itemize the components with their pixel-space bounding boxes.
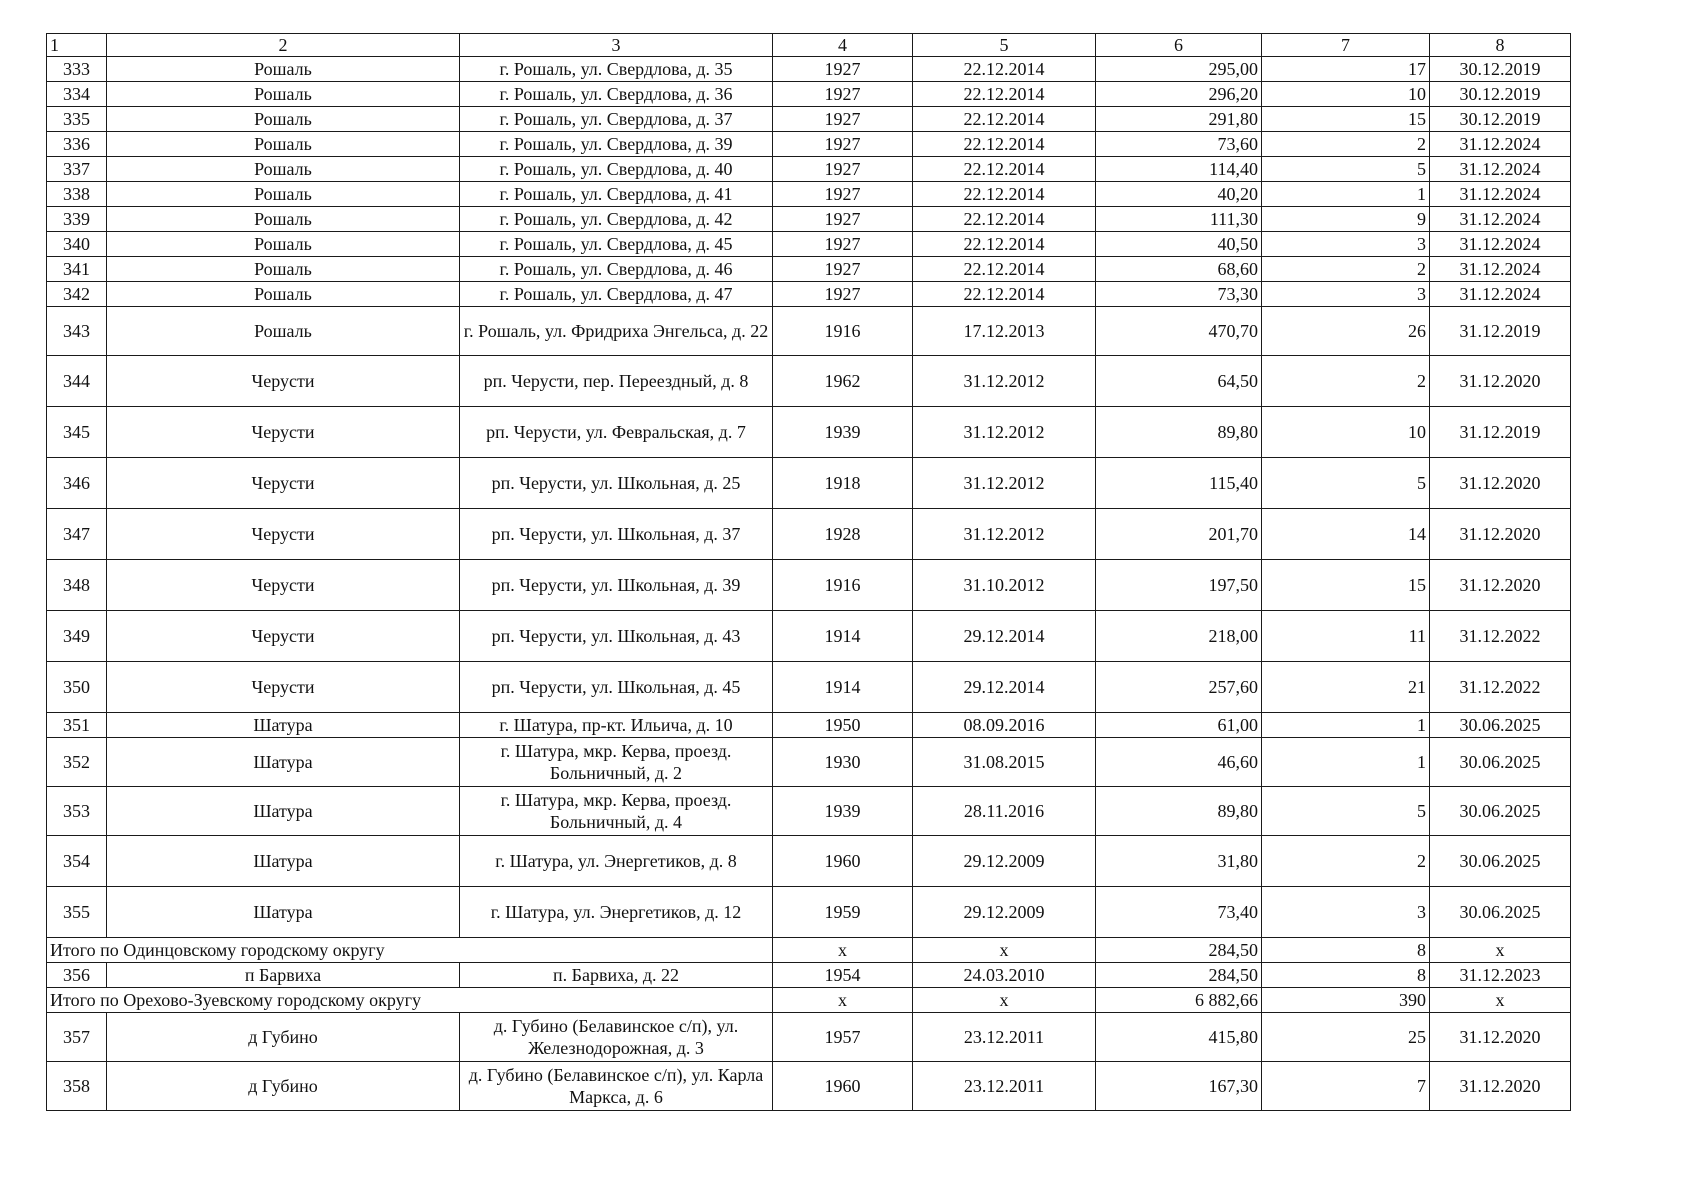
address-cell: г. Рошаль, ул. Свердлова, д. 36 — [460, 82, 773, 107]
recognition-date-cell: 31.10.2012 — [913, 560, 1096, 611]
area-cell: 31,80 — [1096, 836, 1262, 887]
table-row — [47, 356, 1571, 407]
locality-cell: Шатура — [107, 787, 460, 836]
address-cell: г. Рошаль, ул. Свердлова, д. 40 — [460, 157, 773, 182]
column-number: 5 — [913, 34, 1096, 57]
recognition-date-cell: 23.12.2011 — [913, 1062, 1096, 1111]
table-row — [47, 107, 1571, 132]
build-year-cell: 1927 — [773, 82, 913, 107]
residents-cell: 2 — [1262, 836, 1430, 887]
residents-cell: 2 — [1262, 257, 1430, 282]
residents-cell: 1 — [1262, 182, 1430, 207]
area-cell: 115,40 — [1096, 458, 1262, 509]
build-year-cell: 1918 — [773, 458, 913, 509]
table-row — [47, 713, 1571, 738]
table-row — [47, 132, 1571, 157]
locality-cell: Шатура — [107, 887, 460, 938]
build-year-cell: 1916 — [773, 307, 913, 356]
locality-cell: Рошаль — [107, 282, 460, 307]
table-row — [47, 82, 1571, 107]
row-number: 345 — [47, 407, 107, 458]
area-cell: 61,00 — [1096, 713, 1262, 738]
address-cell: г. Рошаль, ул. Свердлова, д. 35 — [460, 57, 773, 82]
recognition-date-cell: 17.12.2013 — [913, 307, 1096, 356]
build-year-cell: 1930 — [773, 738, 913, 787]
locality-cell: Рошаль — [107, 57, 460, 82]
table-row — [47, 458, 1571, 509]
build-year-cell: 1962 — [773, 356, 913, 407]
row-number: 336 — [47, 132, 107, 157]
column-number: 4 — [773, 34, 913, 57]
build-year-cell: 1914 — [773, 662, 913, 713]
area-cell: 89,80 — [1096, 407, 1262, 458]
deadline-cell: 31.12.2023 — [1430, 963, 1571, 988]
table-row — [47, 407, 1571, 458]
build-year-cell: 1916 — [773, 560, 913, 611]
column-number: 1 — [47, 34, 107, 57]
deadline-cell: 31.12.2024 — [1430, 282, 1571, 307]
recognition-date-cell: 29.12.2009 — [913, 887, 1096, 938]
subtotal-area: 6 882,66 — [1096, 988, 1262, 1013]
row-number: 349 — [47, 611, 107, 662]
row-number: 352 — [47, 738, 107, 787]
locality-cell: Черусти — [107, 458, 460, 509]
deadline-cell: 30.06.2025 — [1430, 787, 1571, 836]
residents-cell: 10 — [1262, 407, 1430, 458]
locality-cell: Рошаль — [107, 182, 460, 207]
subtotal-residents: 8 — [1262, 938, 1430, 963]
recognition-date-cell: 22.12.2014 — [913, 282, 1096, 307]
address-cell: д. Губино (Белавинское с/п), ул. Карла Маркса, д. 6 — [460, 1062, 773, 1111]
locality-cell: Рошаль — [107, 107, 460, 132]
deadline-cell: 31.12.2024 — [1430, 157, 1571, 182]
area-cell: 40,20 — [1096, 182, 1262, 207]
subtotal-area: 284,50 — [1096, 938, 1262, 963]
table-row — [47, 1013, 1571, 1062]
address-cell: д. Губино (Белавинское с/п), ул. Железнодорожная, д. 3 — [460, 1013, 773, 1062]
deadline-cell: 31.12.2022 — [1430, 662, 1571, 713]
residents-cell: 5 — [1262, 787, 1430, 836]
locality-cell: Рошаль — [107, 82, 460, 107]
deadline-cell: 30.06.2025 — [1430, 713, 1571, 738]
recognition-date-cell: 22.12.2014 — [913, 57, 1096, 82]
column-number: 7 — [1262, 34, 1430, 57]
address-cell: г. Рошаль, ул. Свердлова, д. 39 — [460, 132, 773, 157]
build-year-cell: 1957 — [773, 1013, 913, 1062]
locality-cell: д Губино — [107, 1062, 460, 1111]
area-cell: 218,00 — [1096, 611, 1262, 662]
area-cell: 291,80 — [1096, 107, 1262, 132]
residents-cell: 3 — [1262, 232, 1430, 257]
build-year-cell: 1950 — [773, 713, 913, 738]
row-number: 356 — [47, 963, 107, 988]
row-number: 355 — [47, 887, 107, 938]
recognition-date-cell: 22.12.2014 — [913, 207, 1096, 232]
column-number-row — [47, 34, 1571, 57]
deadline-cell: 30.12.2019 — [1430, 82, 1571, 107]
area-cell: 111,30 — [1096, 207, 1262, 232]
residents-cell: 11 — [1262, 611, 1430, 662]
row-number: 337 — [47, 157, 107, 182]
residents-cell: 17 — [1262, 57, 1430, 82]
address-cell: г. Рошаль, ул. Свердлова, д. 46 — [460, 257, 773, 282]
locality-cell: Рошаль — [107, 307, 460, 356]
residents-cell: 26 — [1262, 307, 1430, 356]
build-year-cell: 1939 — [773, 787, 913, 836]
address-cell: г. Рошаль, ул. Свердлова, д. 45 — [460, 232, 773, 257]
area-cell: 73,40 — [1096, 887, 1262, 938]
area-cell: 73,30 — [1096, 282, 1262, 307]
locality-cell: п Барвиха — [107, 963, 460, 988]
table-row — [47, 157, 1571, 182]
address-cell: рп. Черусти, ул. Школьная, д. 37 — [460, 509, 773, 560]
address-cell: г. Рошаль, ул. Фридриха Энгельса, д. 22 — [460, 307, 773, 356]
table-row — [47, 182, 1571, 207]
area-cell: 201,70 — [1096, 509, 1262, 560]
build-year-cell: 1927 — [773, 182, 913, 207]
recognition-date-cell: 29.12.2014 — [913, 662, 1096, 713]
deadline-cell: 31.12.2020 — [1430, 1013, 1571, 1062]
table-row — [47, 257, 1571, 282]
residents-cell: 3 — [1262, 887, 1430, 938]
row-number: 340 — [47, 232, 107, 257]
address-cell: рп. Черусти, ул. Школьная, д. 45 — [460, 662, 773, 713]
deadline-cell: 30.12.2019 — [1430, 107, 1571, 132]
subtotal-row — [47, 938, 1571, 963]
locality-cell: Рошаль — [107, 157, 460, 182]
table-row — [47, 509, 1571, 560]
build-year-cell: 1939 — [773, 407, 913, 458]
deadline-cell: 31.12.2024 — [1430, 132, 1571, 157]
recognition-date-cell: 22.12.2014 — [913, 232, 1096, 257]
residents-cell: 15 — [1262, 560, 1430, 611]
locality-cell: Шатура — [107, 836, 460, 887]
recognition-date-cell: 28.11.2016 — [913, 787, 1096, 836]
recognition-date-cell: 22.12.2014 — [913, 182, 1096, 207]
build-year-cell: 1927 — [773, 282, 913, 307]
recognition-date-cell: 29.12.2009 — [913, 836, 1096, 887]
build-year-cell: 1927 — [773, 207, 913, 232]
subtotal-year: х — [773, 938, 913, 963]
row-number: 342 — [47, 282, 107, 307]
row-number: 351 — [47, 713, 107, 738]
residents-cell: 1 — [1262, 738, 1430, 787]
column-number: 3 — [460, 34, 773, 57]
deadline-cell: 31.12.2024 — [1430, 182, 1571, 207]
row-number: 343 — [47, 307, 107, 356]
locality-cell: Рошаль — [107, 207, 460, 232]
registry-sheet — [46, 33, 1570, 1111]
row-number: 348 — [47, 560, 107, 611]
deadline-cell: 31.12.2019 — [1430, 407, 1571, 458]
table-row — [47, 232, 1571, 257]
residents-cell: 3 — [1262, 282, 1430, 307]
address-cell: рп. Черусти, ул. Школьная, д. 43 — [460, 611, 773, 662]
row-number: 335 — [47, 107, 107, 132]
recognition-date-cell: 31.12.2012 — [913, 458, 1096, 509]
address-cell: г. Рошаль, ул. Свердлова, д. 41 — [460, 182, 773, 207]
table-row — [47, 611, 1571, 662]
residents-cell: 14 — [1262, 509, 1430, 560]
locality-cell: Черусти — [107, 407, 460, 458]
deadline-cell: 31.12.2020 — [1430, 509, 1571, 560]
row-number: 344 — [47, 356, 107, 407]
locality-cell: Шатура — [107, 738, 460, 787]
row-number: 334 — [47, 82, 107, 107]
address-cell: г. Рошаль, ул. Свердлова, д. 42 — [460, 207, 773, 232]
build-year-cell: 1927 — [773, 232, 913, 257]
deadline-cell: 31.12.2020 — [1430, 560, 1571, 611]
deadline-cell: 31.12.2024 — [1430, 207, 1571, 232]
recognition-date-cell: 24.03.2010 — [913, 963, 1096, 988]
row-number: 347 — [47, 509, 107, 560]
residents-cell: 1 — [1262, 713, 1430, 738]
table-row — [47, 560, 1571, 611]
address-cell: г. Шатура, ул. Энергетиков, д. 12 — [460, 887, 773, 938]
deadline-cell: 30.06.2025 — [1430, 836, 1571, 887]
subtotal-row — [47, 988, 1571, 1013]
residents-cell: 2 — [1262, 132, 1430, 157]
locality-cell: Шатура — [107, 713, 460, 738]
residents-cell: 7 — [1262, 1062, 1430, 1111]
area-cell: 257,60 — [1096, 662, 1262, 713]
area-cell: 114,40 — [1096, 157, 1262, 182]
row-number: 341 — [47, 257, 107, 282]
row-number: 354 — [47, 836, 107, 887]
address-cell: г. Шатура, ул. Энергетиков, д. 8 — [460, 836, 773, 887]
address-cell: г. Шатура, мкр. Керва, проезд. Больничный, д. 2 — [460, 738, 773, 787]
subtotal-deadline: х — [1430, 938, 1571, 963]
table-row — [47, 662, 1571, 713]
address-cell: п. Барвиха, д. 22 — [460, 963, 773, 988]
area-cell: 295,00 — [1096, 57, 1262, 82]
row-number: 358 — [47, 1062, 107, 1111]
row-number: 339 — [47, 207, 107, 232]
row-number: 353 — [47, 787, 107, 836]
area-cell: 64,50 — [1096, 356, 1262, 407]
build-year-cell: 1928 — [773, 509, 913, 560]
row-number: 333 — [47, 57, 107, 82]
residents-cell: 21 — [1262, 662, 1430, 713]
locality-cell: Черусти — [107, 611, 460, 662]
deadline-cell: 31.12.2019 — [1430, 307, 1571, 356]
recognition-date-cell: 29.12.2014 — [913, 611, 1096, 662]
deadline-cell: 30.06.2025 — [1430, 738, 1571, 787]
recognition-date-cell: 22.12.2014 — [913, 132, 1096, 157]
locality-cell: Рошаль — [107, 132, 460, 157]
address-cell: г. Рошаль, ул. Свердлова, д. 47 — [460, 282, 773, 307]
row-number: 357 — [47, 1013, 107, 1062]
table-row — [47, 307, 1571, 356]
area-cell: 415,80 — [1096, 1013, 1262, 1062]
deadline-cell: 31.12.2024 — [1430, 257, 1571, 282]
column-number: 2 — [107, 34, 460, 57]
row-number: 350 — [47, 662, 107, 713]
table-row — [47, 207, 1571, 232]
recognition-date-cell: 22.12.2014 — [913, 82, 1096, 107]
table-row — [47, 57, 1571, 82]
deadline-cell: 31.12.2020 — [1430, 458, 1571, 509]
table-row — [47, 787, 1571, 836]
subtotal-year: х — [773, 988, 913, 1013]
locality-cell: Черусти — [107, 560, 460, 611]
column-number: 8 — [1430, 34, 1571, 57]
area-cell: 470,70 — [1096, 307, 1262, 356]
table-row — [47, 282, 1571, 307]
address-cell: рп. Черусти, ул. Школьная, д. 25 — [460, 458, 773, 509]
row-number: 346 — [47, 458, 107, 509]
build-year-cell: 1927 — [773, 257, 913, 282]
address-cell: рп. Черусти, ул. Школьная, д. 39 — [460, 560, 773, 611]
area-cell: 40,50 — [1096, 232, 1262, 257]
area-cell: 197,50 — [1096, 560, 1262, 611]
residents-cell: 10 — [1262, 82, 1430, 107]
column-number: 6 — [1096, 34, 1262, 57]
table-row — [47, 1062, 1571, 1111]
build-year-cell: 1927 — [773, 132, 913, 157]
table-row — [47, 738, 1571, 787]
address-cell: г. Рошаль, ул. Свердлова, д. 37 — [460, 107, 773, 132]
build-year-cell: 1927 — [773, 107, 913, 132]
table-row — [47, 963, 1571, 988]
address-cell: рп. Черусти, ул. Февральская, д. 7 — [460, 407, 773, 458]
build-year-cell: 1960 — [773, 1062, 913, 1111]
recognition-date-cell: 22.12.2014 — [913, 107, 1096, 132]
recognition-date-cell: 31.08.2015 — [913, 738, 1096, 787]
locality-cell: д Губино — [107, 1013, 460, 1062]
address-cell: г. Шатура, пр-кт. Ильича, д. 10 — [460, 713, 773, 738]
address-cell: г. Шатура, мкр. Керва, проезд. Больничный, д. 4 — [460, 787, 773, 836]
residents-cell: 5 — [1262, 458, 1430, 509]
build-year-cell: 1914 — [773, 611, 913, 662]
table-row — [47, 836, 1571, 887]
subtotal-residents: 390 — [1262, 988, 1430, 1013]
locality-cell: Черусти — [107, 662, 460, 713]
area-cell: 89,80 — [1096, 787, 1262, 836]
area-cell: 284,50 — [1096, 963, 1262, 988]
area-cell: 46,60 — [1096, 738, 1262, 787]
build-year-cell: 1927 — [773, 157, 913, 182]
table-row — [47, 887, 1571, 938]
deadline-cell: 31.12.2020 — [1430, 356, 1571, 407]
deadline-cell: 31.12.2024 — [1430, 232, 1571, 257]
subtotal-label: Итого по Орехово-Зуевскому городскому округу — [47, 988, 773, 1013]
recognition-date-cell: 31.12.2012 — [913, 509, 1096, 560]
subtotal-date: х — [913, 938, 1096, 963]
subtotal-label: Итого по Одинцовскому городскому округу — [47, 938, 773, 963]
recognition-date-cell: 08.09.2016 — [913, 713, 1096, 738]
build-year-cell: 1927 — [773, 57, 913, 82]
locality-cell: Рошаль — [107, 232, 460, 257]
row-number: 338 — [47, 182, 107, 207]
locality-cell: Черусти — [107, 509, 460, 560]
build-year-cell: 1959 — [773, 887, 913, 938]
subtotal-deadline: х — [1430, 988, 1571, 1013]
residents-cell: 9 — [1262, 207, 1430, 232]
locality-cell: Рошаль — [107, 257, 460, 282]
build-year-cell: 1954 — [773, 963, 913, 988]
residents-cell: 5 — [1262, 157, 1430, 182]
recognition-date-cell: 31.12.2012 — [913, 356, 1096, 407]
area-cell: 167,30 — [1096, 1062, 1262, 1111]
area-cell: 296,20 — [1096, 82, 1262, 107]
build-year-cell: 1960 — [773, 836, 913, 887]
deadline-cell: 31.12.2022 — [1430, 611, 1571, 662]
deadline-cell: 30.06.2025 — [1430, 887, 1571, 938]
address-cell: рп. Черусти, пер. Переездный, д. 8 — [460, 356, 773, 407]
recognition-date-cell: 22.12.2014 — [913, 257, 1096, 282]
recognition-date-cell: 23.12.2011 — [913, 1013, 1096, 1062]
housing-registry-table — [46, 33, 1571, 1111]
residents-cell: 2 — [1262, 356, 1430, 407]
deadline-cell: 31.12.2020 — [1430, 1062, 1571, 1111]
recognition-date-cell: 22.12.2014 — [913, 157, 1096, 182]
residents-cell: 8 — [1262, 963, 1430, 988]
area-cell: 73,60 — [1096, 132, 1262, 157]
residents-cell: 25 — [1262, 1013, 1430, 1062]
recognition-date-cell: 31.12.2012 — [913, 407, 1096, 458]
area-cell: 68,60 — [1096, 257, 1262, 282]
subtotal-date: х — [913, 988, 1096, 1013]
residents-cell: 15 — [1262, 107, 1430, 132]
deadline-cell: 30.12.2019 — [1430, 57, 1571, 82]
locality-cell: Черусти — [107, 356, 460, 407]
